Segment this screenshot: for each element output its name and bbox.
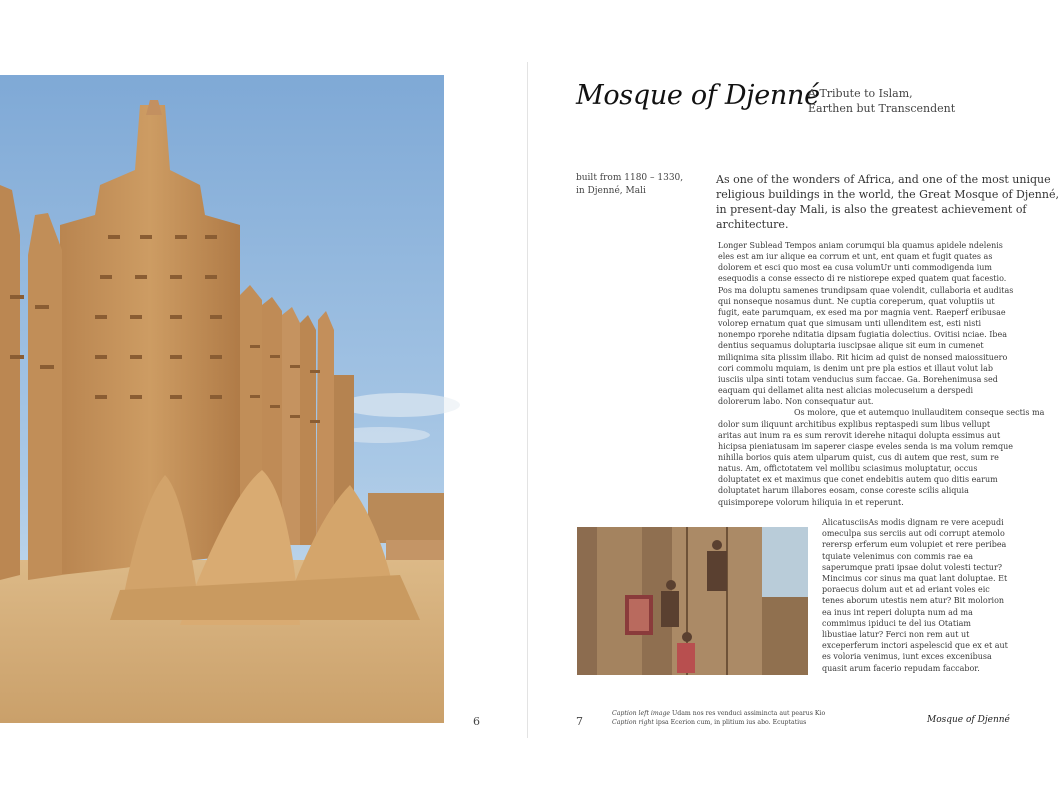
lead-line: religious buildings in the world, the Great Mosque of Djenné, bbox=[716, 188, 1059, 201]
body-line: eaquam qui dellamet alita nest alicias molecuseium a derspedi bbox=[718, 386, 974, 396]
left-page-number: 6 bbox=[473, 715, 480, 728]
caption-left-label: Caption left image bbox=[612, 710, 671, 717]
caption-right bbox=[612, 718, 825, 727]
body-line: Mincimus cor sinus ma quat lant doluptae. Et bbox=[822, 574, 1008, 584]
lead-line: As one of the wonders of Africa, and one of the most unique bbox=[716, 173, 1051, 186]
caption-right-text: ipsa Ecerion cum, in plitium ius abo. Ecuptatius bbox=[655, 719, 807, 726]
article-subtitle bbox=[808, 86, 955, 116]
body-line: dolor sum iliquunt architibus explibus reptaspedi sum libus vellupt bbox=[718, 419, 991, 429]
body-line: libustiae latur? Ferci non rem aut ut bbox=[822, 630, 970, 640]
right-page-number: 7 bbox=[576, 715, 583, 728]
body-line: miliqnima sita plissim illabo. Rit hicim ad quist de nonsed maiossituero bbox=[718, 352, 1008, 362]
body-line: nihilla borios quis atem ulparum quist, cus di autem que rest, sum re bbox=[718, 452, 999, 462]
mosque-photo bbox=[0, 75, 444, 723]
body-line: dolorem et esci quo most ea cusa volumUr unti commodigenda ium bbox=[718, 263, 992, 273]
running-title: Mosque of Djenné bbox=[927, 715, 1010, 725]
body-line: ea inus int reperi dolupta num ad ma bbox=[822, 607, 973, 617]
body-line: qui nonseque nosamus dunt. Ne cuptia coreperum, quat voluptiis ut bbox=[718, 296, 995, 306]
body-line: Longer Sublead Tempos aniam corumqui bla quamus apidele ndelenis bbox=[718, 241, 1003, 250]
body-line: volorep ernatum quat que simusam unti ullenditem est, esti nisti bbox=[718, 319, 982, 329]
body-line: cori commolu mquiam, is denim unt pre pla estios et illaut volut lab bbox=[718, 363, 993, 373]
body-line: rerersp erferum eum volupiet et rere peribea bbox=[822, 540, 1007, 550]
body-line: AlicatusciisAs modis dignam re vere acepudi bbox=[822, 518, 1004, 527]
body-line: tenes aborum utestis nem atur? Bit molorion bbox=[822, 596, 1005, 606]
body-line: Os molore, que et autemquo inullauditem conseque sectis ma bbox=[794, 408, 1045, 418]
body-line: aritas aut inum ra es sum rerovit iderehe nitaqui dolupta essimus aut bbox=[718, 430, 1001, 440]
body-line: doluptatet harum illabores eosam, conse coreste scilis aliquia bbox=[718, 486, 969, 496]
caption-left bbox=[612, 709, 825, 718]
body-line: omeculpa sus serciis aut odi corrupt atemolo bbox=[822, 529, 1005, 539]
caption-left-text: Udam nos res venduci assimincta aut pearus Kio bbox=[672, 710, 826, 717]
body-line: doluptatet ex et maximus que conet endebitis autem quo ditis earum bbox=[718, 475, 998, 485]
body-line: dentius sequamus doluptaria iuscipsae alique sit eum in cumenet bbox=[718, 341, 984, 351]
subtitle-line: A Tribute to Islam, bbox=[808, 87, 913, 100]
body-line: dolorerum labo. Non consequatur aut. bbox=[718, 397, 874, 407]
page-spine bbox=[527, 62, 528, 738]
lead-line: architecture. bbox=[716, 218, 789, 231]
body-line: Pos ma doluptu samenes trundipsam quae volendit, cullaboria et auditas bbox=[718, 285, 1014, 295]
subtitle-line: Earthen but Transcendent bbox=[808, 102, 956, 115]
article-title: Mosque of Djenné bbox=[576, 80, 820, 111]
body-line: eles est am iur alique ea corrum et unt, ent quam et fugit quates as bbox=[718, 252, 993, 262]
body-line: es voloria venimus, iunt exces excenibusa bbox=[822, 652, 992, 662]
meta-line: built from 1180 – 1330, bbox=[576, 173, 684, 183]
body-line: quasit arum facerio repudam faccabor. bbox=[822, 663, 980, 673]
body-line: hicipsa pieniatusam im saperer ciaspe eveles senda is ma volum remque bbox=[718, 441, 1013, 451]
body-line: exceperferum inctori aspelescid que ex et aut bbox=[822, 641, 1008, 651]
body-line: quisimporepe volorum hiliquia in et reperunt. bbox=[718, 497, 904, 507]
body-line: saperumque prati ipsae dolut volesti tectur? bbox=[822, 562, 1003, 572]
body-line: fugit, eate parumquam, ex esed ma por magnia vent. Raeperf eribusae bbox=[718, 307, 1006, 317]
body-line: esequodis a conse essecto di re nistiorepe exped quatem quat facestio. bbox=[718, 274, 1007, 284]
body-line: commimus ipiduci te del ius Otatiam bbox=[822, 618, 971, 628]
build-meta bbox=[576, 172, 683, 198]
meta-line: in Djenné, Mali bbox=[576, 186, 646, 196]
body-text-wrap bbox=[822, 517, 1008, 674]
lead-line: in present-day Mali, is also the greatest achievement of bbox=[716, 203, 1027, 216]
body-text bbox=[718, 240, 1045, 508]
body-line: nonempo rporehe nditatia dipsam fugiatia dolectius. Ovitisi nciae. Ibea bbox=[718, 330, 1008, 340]
body-line: iusciis ulpa sinti totam venducius sum faccae. Ga. Borehenimusa sed bbox=[718, 374, 998, 384]
workers-photo bbox=[577, 527, 808, 675]
caption-right-label: Caption right bbox=[612, 719, 654, 726]
body-line: poraecus dolum aut et ad eriant voles eic bbox=[822, 585, 990, 595]
body-line: natus. Am, offictotatem vel mollibu sciasimus moluptatur, occus bbox=[718, 464, 978, 474]
photo-caption bbox=[612, 709, 825, 727]
body-line: tquiate velenimus con commis rae ea bbox=[822, 551, 973, 561]
lead-paragraph bbox=[716, 172, 1059, 232]
